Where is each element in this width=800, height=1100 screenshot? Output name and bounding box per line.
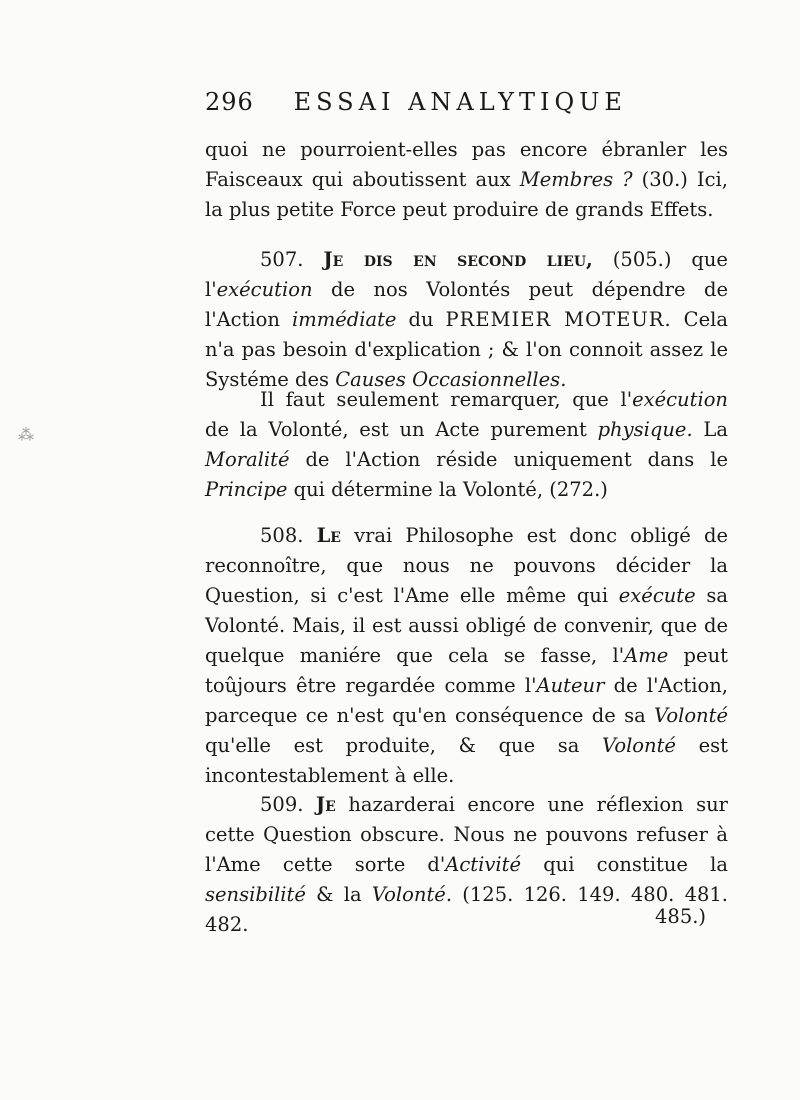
paragraph-509: 509. Je hazarderai encore une réflexion sur cette Question obscure. Nous ne pouvons refuser à l'Ame cette sorte d'Activité qui constitue la sensibilité & la Volonté. (125. 126. 149. 480. 481. 482. xyxy=(205,793,728,936)
paragraph-number: 509. xyxy=(260,793,316,816)
paragraph-continuation: quoi ne pourroient-elles pas encore ébranler les Faisceaux qui aboutissent aux Membres ? (30.) Ici, la plus petite Force peut produire de grands Effets. xyxy=(205,138,728,221)
paragraph-507-remark: Il faut seulement remarquer, que l'exécution de la Volonté, est un Acte purement physique. La Moralité de l'Action réside uniquement dans le Principe qui détermine la Volonté, (272.) xyxy=(205,388,728,501)
catchline: 485.) xyxy=(655,905,707,928)
paragraph-number: 508. xyxy=(260,524,317,547)
running-header xyxy=(205,88,715,116)
page-number: 296 xyxy=(205,88,254,116)
margin-mark: ⁂ xyxy=(18,425,34,444)
paragraph-508: 508. Le vrai Philosophe est donc obligé de reconnoître, que nous ne pouvons décider la Question, si c'est l'Ame elle même qui exécute sa Volonté. Mais, il est aussi obligé de convenir, que de quelque maniére que cela se fasse, l'Ame peut toûjours être regardée comme l'Auteur de l'Action, parceque ce n'est qu'en conséquence de sa Volonté qu'elle est produite, & que sa Volonté est incontestablement à elle. xyxy=(205,524,729,787)
running-title: ESSAI ANALYTIQUE xyxy=(293,88,627,116)
paragraph-number: 507. xyxy=(260,248,324,271)
paragraph-507: 507. Je dis en second lieu, (505.) que l'exécution de nos Volontés peut dépendre de l'Action immédiate du PREMIER MOTEUR. Cela n'a pas besoin d'explication ; & l'on connoit assez le Systéme des Causes Occasionnelles. xyxy=(205,248,728,391)
